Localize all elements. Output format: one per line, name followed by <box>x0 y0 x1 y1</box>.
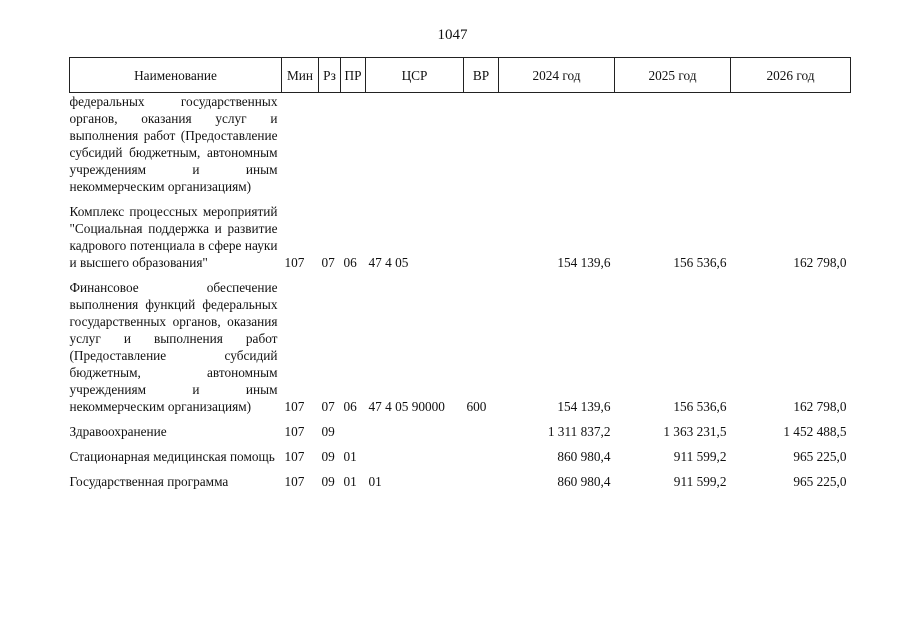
row-min: 107 <box>284 399 305 414</box>
table-row <box>70 423 851 448</box>
row-csr <box>366 448 464 473</box>
header-pr: ПР <box>341 58 366 93</box>
row-2024: 1 311 837,2 <box>547 424 611 439</box>
page-number: 1047 <box>437 27 468 43</box>
row-vr <box>464 93 499 204</box>
table-row <box>70 279 851 423</box>
row-2026: 965 225,0 <box>793 474 847 489</box>
header-csr: ЦСР <box>366 58 464 93</box>
row-rz: 09 <box>321 424 335 439</box>
row-pr: 06 <box>343 399 357 414</box>
row-vr <box>464 423 499 448</box>
row-2024 <box>499 93 615 204</box>
row-min: 107 <box>284 255 305 270</box>
row-2026: 162 798,0 <box>793 399 847 414</box>
row-vr <box>464 203 499 279</box>
row-2024: 860 980,4 <box>557 449 611 464</box>
row-2026 <box>731 93 851 204</box>
budget-table <box>69 57 851 490</box>
row-name: Комплекс процессных мероприятий "Социальная поддержка и развитие кадрового потенциала в сфере науки и высшего образования" <box>69 204 278 270</box>
row-csr: 47 4 05 90000 <box>368 399 445 414</box>
row-min: 107 <box>284 449 305 464</box>
row-2025: 156 536,6 <box>673 399 727 414</box>
header-vr: ВР <box>464 58 499 93</box>
row-2026: 965 225,0 <box>793 449 847 464</box>
header-2026: 2026 год <box>731 58 851 93</box>
table-row <box>70 203 851 279</box>
row-name: Стационарная медицинская помощь <box>69 449 275 464</box>
row-2026: 1 452 488,5 <box>783 424 847 439</box>
header-min: Мин <box>282 58 319 93</box>
table-row <box>70 473 851 490</box>
header-rz: Рз <box>319 58 341 93</box>
row-min: 107 <box>284 424 305 439</box>
header-2025: 2025 год <box>615 58 731 93</box>
row-csr: 01 <box>368 474 382 489</box>
row-2025: 911 599,2 <box>673 474 727 489</box>
table-row <box>70 448 851 473</box>
row-vr <box>464 448 499 473</box>
row-pr <box>341 423 366 448</box>
row-2025 <box>615 93 731 204</box>
row-csr <box>366 423 464 448</box>
row-name: Финансовое обеспечение выполнения функций федеральных государственных органов, оказания услуг и выполнения работ (Предоставление субсидий бюджетным, автономным учреждениям и иным некоммерческим организациям) <box>69 280 278 414</box>
row-pr: 06 <box>343 255 357 270</box>
header-name: Наименование <box>70 58 282 93</box>
table-row <box>70 93 851 204</box>
row-csr <box>366 93 464 204</box>
row-vr <box>464 473 499 490</box>
row-2025: 1 363 231,5 <box>663 424 727 439</box>
row-vr: 600 <box>466 399 487 414</box>
row-rz: 07 <box>321 255 335 270</box>
row-min: 107 <box>284 474 305 489</box>
row-2024: 154 139,6 <box>557 399 611 414</box>
row-rz: 07 <box>321 399 335 414</box>
row-2026: 162 798,0 <box>793 255 847 270</box>
row-pr: 01 <box>343 449 357 464</box>
row-rz: 09 <box>321 449 335 464</box>
row-pr: 01 <box>343 474 357 489</box>
row-name: Здравоохранение <box>69 424 167 439</box>
row-name: Государственная программа <box>69 474 229 489</box>
row-2024: 860 980,4 <box>557 474 611 489</box>
row-2025: 156 536,6 <box>673 255 727 270</box>
header-2024: 2024 год <box>499 58 615 93</box>
row-2024: 154 139,6 <box>557 255 611 270</box>
table-header-row <box>70 58 851 93</box>
row-2025: 911 599,2 <box>673 449 727 464</box>
row-name: федеральных государственных органов, оказания услуг и выполнения работ (Предоставление субсидий бюджетным, автономным учреждениям и иным некоммерческим организациям) <box>69 94 278 194</box>
row-rz: 09 <box>321 474 335 489</box>
row-min <box>282 93 319 204</box>
row-rz <box>319 93 341 204</box>
row-pr <box>341 93 366 204</box>
row-csr: 47 4 05 <box>368 255 409 270</box>
